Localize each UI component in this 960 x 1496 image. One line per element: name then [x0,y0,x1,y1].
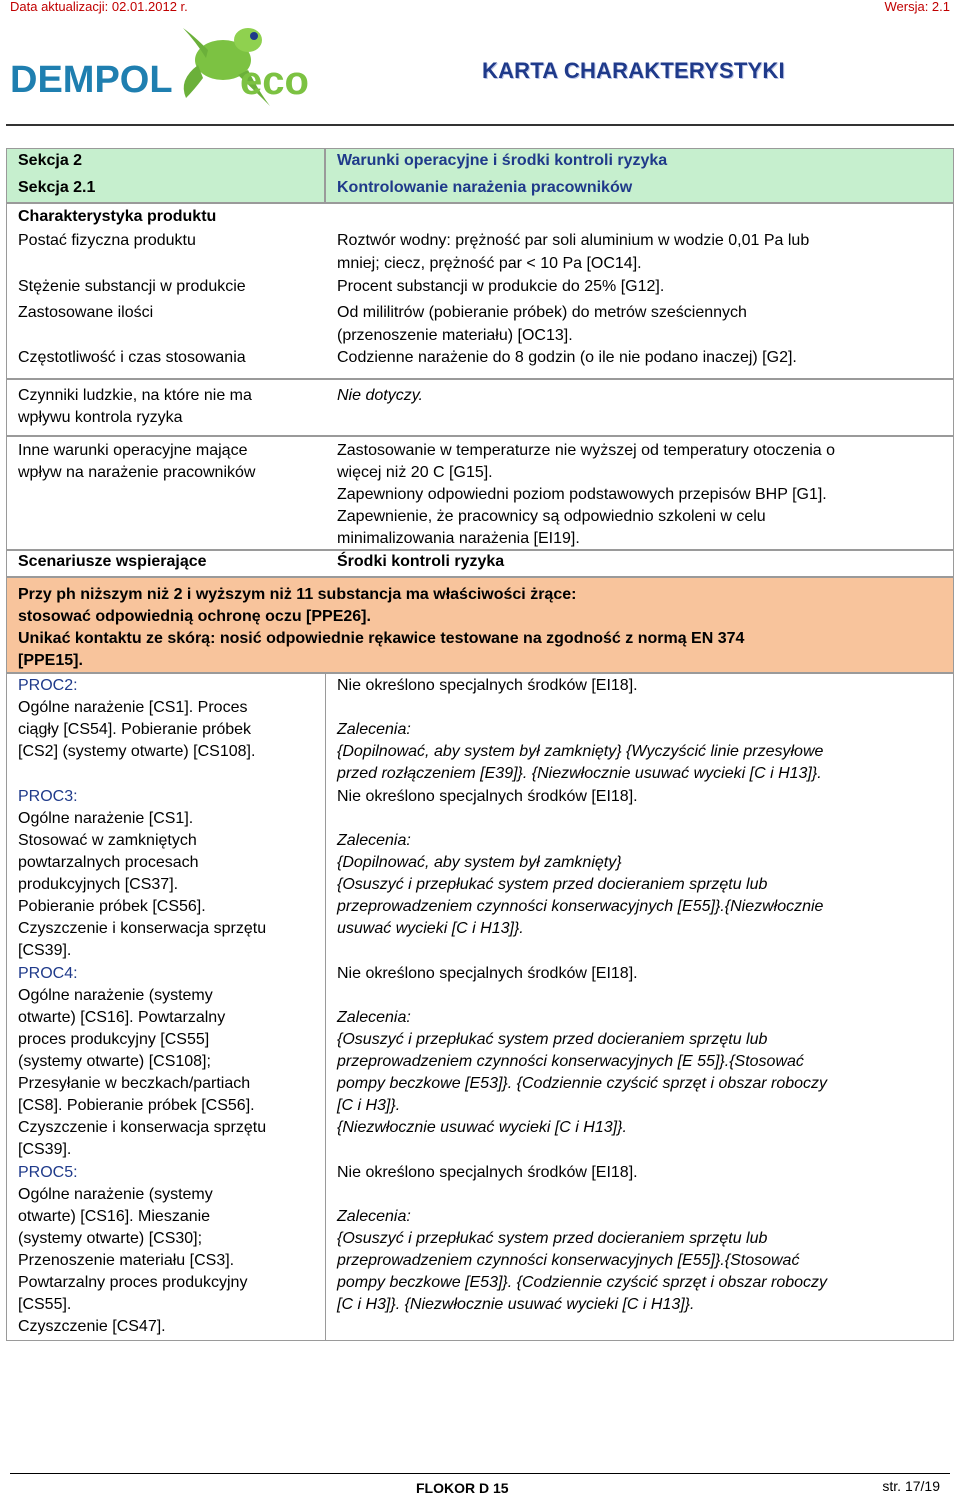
subsection-label: Sekcja 2.1 [18,179,96,196]
proc-rec-label: Zalecenia: [337,832,411,849]
proc-rec-line: usuwać wycieki [C i H13]}. [337,920,524,937]
proc-rec-line: przeprowadzeniem czynności konserwacyjnych [E55]}.{Stosować [337,1252,800,1269]
other-conditions-line: Zapewnienie, że pracownicy są odpowiednio szkoleni w celu [337,508,766,525]
proc-measures: Nie określono specjalnych środków [EI18]. [337,788,638,805]
proc-desc-line: [CS39]. [18,1141,72,1158]
proc-name: PROC3: [18,788,78,805]
proc-rec-line: {Osuszyć i przepłukać system przed docieraniem sprzętu lub [337,1230,768,1247]
proc-desc-line: otwarte) [CS16]. Powtarzalny [18,1009,226,1026]
proc-desc-line: [CS2] (systemy otwarte) [CS108]. [18,743,256,760]
proc-desc-line: ciągły [CS54]. Pobieranie próbek [18,721,252,738]
other-conditions-line: Zapewniony odpowiedni poziom podstawowych przepisów BHP [G1]. [337,486,827,503]
proc-desc-line: (systemy otwarte) [CS108]; [18,1053,211,1070]
proc-rec-label: Zalecenia: [337,1009,411,1026]
quantities-label: Zastosowane ilości [18,304,154,321]
section-title: Warunki operacyjne i środki kontroli ryzyka [337,152,668,169]
top-bar [10,0,950,14]
proc-rec-line: {Dopilnować, aby system był zamknięty} {Wyczyścić linie przesyłowe [337,743,824,760]
proc-desc-line: [CS8]. Pobieranie próbek [CS56]. [18,1097,255,1114]
proc-desc-line: Czyszczenie i konserwacja sprzętu [18,1119,267,1136]
proc-desc-line: Czyszczenie i konserwacja sprzętu [18,920,267,937]
other-conditions-label-1: Inne warunki operacyjne mające [18,442,248,459]
warning-line: Unikać kontaktu ze skórą: nosić odpowiednie rękawice testowane na zgodność z normą EN 374 [18,630,745,647]
proc-desc-line: Przenoszenie materiału [CS3]. [18,1252,235,1269]
concentration-value: Procent substancji w produkcie do 25% [G12]. [337,278,665,295]
subsection-title: Kontrolowanie narażenia pracowników [337,179,633,196]
other-conditions-line: więcej niż 20 C [G15]. [337,464,493,481]
proc-name: PROC5: [18,1164,78,1181]
proc-desc-line: produkcyjnych [CS37]. [18,876,179,893]
frequency-value: Codzienne narażenie do 8 godzin (o ile nie podano inaczej) [G2]. [337,349,797,366]
company-logo [8,20,318,120]
characteristics-label: Charakterystyka produktu [18,208,217,225]
proc-rec-line: [C i H3]}. {Niezwłocznie usuwać wycieki [C i H13]}. [337,1296,695,1313]
proc-rec-line: {Osuszyć i przepłukać system przed docieraniem sprzętu lub [337,1031,768,1048]
proc-rec-line: {Niezwłocznie usuwać wycieki [C i H13]}. [337,1119,627,1136]
proc-name: PROC2: [18,677,78,694]
proc-desc-line: Ogólne narażenie (systemy [18,987,213,1004]
quantities-value-1: Od mililitrów (pobieranie próbek) do metrów sześciennych [337,304,747,321]
proc-name: PROC4: [18,965,78,982]
logo-text-eco: eco [240,59,309,103]
proc-desc-line: (systemy otwarte) [CS30]; [18,1230,203,1247]
proc-rec-line: przed rozłączeniem [E39]}. {Niezwłocznie usuwać wycieki [C i H13]}. [337,765,822,782]
proc-measures: Nie określono specjalnych środków [EI18]. [337,677,638,694]
scenarios-label: Scenariusze wspierające [18,553,207,570]
proc-desc-line: Pobieranie próbek [CS56]. [18,898,206,915]
scenarios-value: Środki kontroli ryzyka [337,553,505,570]
human-factors-value: Nie dotyczy. [337,387,423,404]
logo-text-dempol: DEMPOL [10,59,173,101]
proc-measures: Nie określono specjalnych środków [EI18]. [337,965,638,982]
proc-desc-line: Czyszczenie [CS47]. [18,1318,166,1335]
proc-desc-line: Powtarzalny proces produkcyjny [18,1274,248,1291]
product-name: FLOKOR D 15 [416,1480,509,1496]
other-conditions-line: Zastosowanie w temperaturze nie wyższej od temperatury otoczenia o [337,442,836,459]
other-conditions-line: minimalizowania narażenia [EI19]. [337,530,580,547]
header-divider [6,124,954,126]
proc-rec-line: przeprowadzeniem czynności konserwacyjnych [E 55]}.{Stosować [337,1053,804,1070]
section-label: Sekcja 2 [18,152,83,169]
document-title: KARTA CHARAKTERYSTYKI [482,58,785,83]
proc-rec-line: [C i H3]}. [337,1097,401,1114]
proc-desc-line: Ogólne narażenie [CS1]. Proces [18,699,248,716]
proc-rec-line: przeprowadzeniem czynności konserwacyjnych [E55]}.{Niezwłocznie [337,898,824,915]
proc-desc-line: powtarzalnych procesach [18,854,199,871]
proc-desc-line: Stosować w zamkniętych [18,832,197,849]
quantities-value-2: (przenoszenie materiału) [OC13]. [337,327,573,344]
proc-rec-label: Zalecenia: [337,721,411,738]
proc-rec-line: {Osuszyć i przepłukać system przed docieraniem sprzętu lub [337,876,768,893]
version-label: Wersja: 2.1 [884,0,950,14]
proc-desc-line: proces produkcyjny [CS55] [18,1031,210,1048]
proc-desc-line: Ogólne narażenie [CS1]. [18,810,194,827]
proc-column-divider [325,673,326,1341]
proc-desc-line: otwarte) [CS16]. Mieszanie [18,1208,211,1225]
footer-divider [10,1473,950,1474]
concentration-label: Stężenie substancji w produkcie [18,278,246,295]
physical-form-label: Postać fizyczna produktu [18,232,196,249]
proc-desc-line: Przesyłanie w beczkach/partiach [18,1075,251,1092]
proc-desc-line: [CS55]. [18,1296,72,1313]
human-factors-label-1: Czynniki ludzkie, na które nie ma [18,387,252,404]
update-date: Data aktualizacji: 02.01.2012 r. [10,0,188,14]
page-number: str. 17/19 [882,1478,940,1494]
proc-rec-label: Zalecenia: [337,1208,411,1225]
human-factors-label-2: wpływu kontrola ryzyka [18,409,183,426]
proc-measures: Nie określono specjalnych środków [EI18]. [337,1164,638,1181]
proc-rec-line: {Dopilnować, aby system był zamknięty} [337,854,622,871]
physical-form-value-1: Roztwór wodny: prężność par soli aluminium w wodzie 0,01 Pa lub [337,232,810,249]
other-conditions-label-2: wpływ na narażenie pracowników [18,464,256,481]
proc-rec-line: pompy beczkowe [E53]}. {Codziennie czyścić sprzęt i obszar roboczy [337,1274,828,1291]
frog-logo-icon [8,20,318,120]
warning-line: [PPE15]. [18,652,83,669]
frequency-label: Częstotliwość i czas stosowania [18,349,246,366]
physical-form-value-2: mniej; ciecz, prężność par < 10 Pa [OC14]. [337,255,642,272]
proc-desc-line: Ogólne narażenie (systemy [18,1186,213,1203]
proc-desc-line: [CS39]. [18,942,72,959]
warning-line: Przy ph niższym niż 2 i wyższym niż 11 substancja ma właściwości żrące: [18,586,577,603]
proc-rec-line: pompy beczkowe [E53]}. {Codziennie czyścić sprzęt i obszar roboczy [337,1075,828,1092]
warning-line: stosować odpowiednią ochronę oczu [PPE26]. [18,608,371,625]
